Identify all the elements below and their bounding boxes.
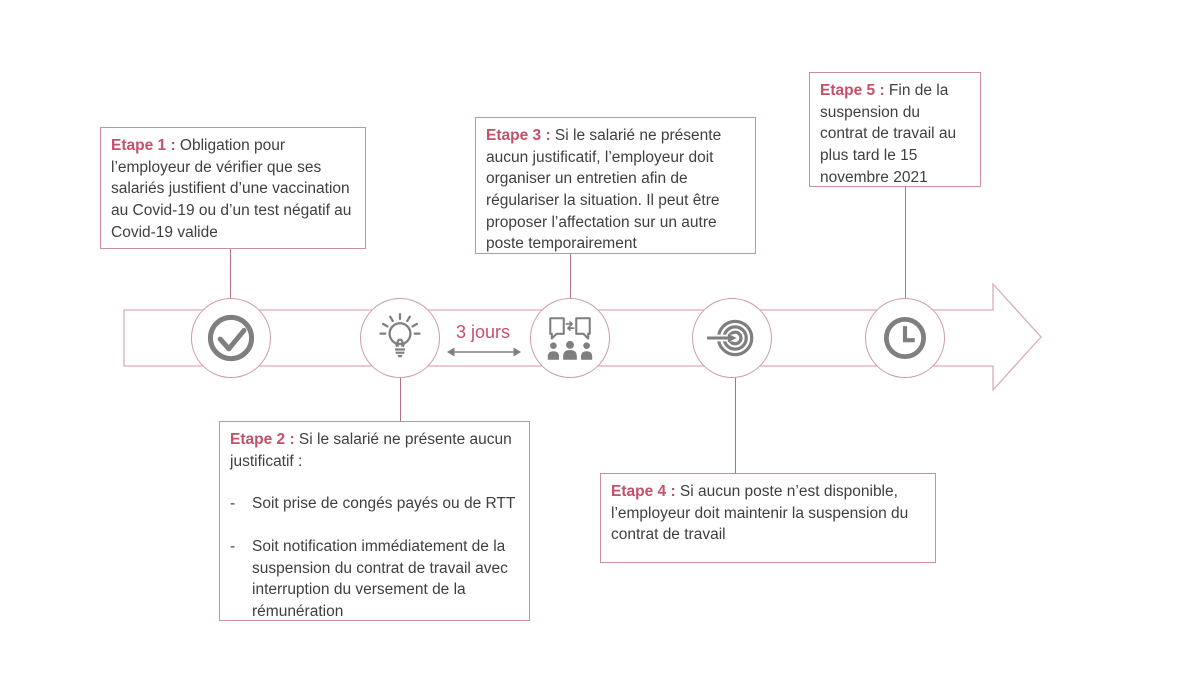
lightbulb-icon	[374, 312, 426, 364]
step-2-intro	[230, 429, 519, 472]
step-4-node	[692, 298, 772, 378]
step-3-node	[530, 298, 610, 378]
step-4-text: Si aucun poste n’est disponible, l’employeur doit maintenir la suspension du contrat de travail	[611, 483, 909, 544]
clock-icon	[879, 312, 931, 364]
step-5-node	[865, 298, 945, 378]
bullet-text: Soit prise de congés payés ou de RTT	[252, 495, 516, 513]
step-3-box	[475, 117, 756, 254]
step-1-label: Etape 1 :	[111, 137, 176, 154]
step-4-label: Etape 4 :	[611, 483, 676, 500]
step-3-connector	[570, 253, 571, 299]
step-5-box	[809, 72, 981, 187]
step-2-node	[360, 298, 440, 378]
step-4-box	[600, 473, 936, 563]
check-circle-icon	[205, 312, 257, 364]
gap-duration-label: 3 jours	[456, 322, 511, 342]
step-2-bullet-1	[230, 493, 519, 515]
step-3-label: Etape 3 :	[486, 127, 551, 144]
step-1-node	[191, 298, 271, 378]
double-arrow-icon	[446, 346, 522, 358]
step-1-connector	[230, 249, 231, 299]
step-2-bullet-2	[230, 536, 519, 623]
step-2-label: Etape 2 :	[230, 431, 295, 448]
bullet-dash: -	[230, 495, 236, 513]
step-3-text: Si le salarié ne présente aucun justificatif, l’employeur doit organiser un entretien afin de régulariser la situation. Il peut être proposer l’affectation sur un autre poste temporairement	[486, 127, 722, 253]
step-2-connector	[400, 378, 401, 422]
step-1-text: Obligation pour l’employeur de vérifier que ses salariés justifient d’une vaccination au Covid-19 ou d’un test négatif au Covid-19 valide	[111, 137, 352, 241]
step-2-box	[219, 421, 530, 621]
bullet-dash: -	[230, 538, 236, 556]
step-2-text: Si le salarié ne présente aucun justificatif :	[230, 431, 512, 470]
step-5-label: Etape 5 :	[820, 82, 885, 99]
bullet-text: Soit notification immédiatement de la suspension du contrat de travail avec interruption du versement de la rémunération	[252, 538, 508, 621]
step-4-connector	[735, 378, 736, 473]
target-icon	[706, 313, 758, 363]
meeting-icon	[543, 313, 597, 363]
step-5-text: Fin de la suspension du contrat de travail au plus tard le 15 novembre 2021	[820, 82, 957, 186]
step-5-connector	[905, 187, 906, 299]
step-1-box	[100, 127, 366, 249]
